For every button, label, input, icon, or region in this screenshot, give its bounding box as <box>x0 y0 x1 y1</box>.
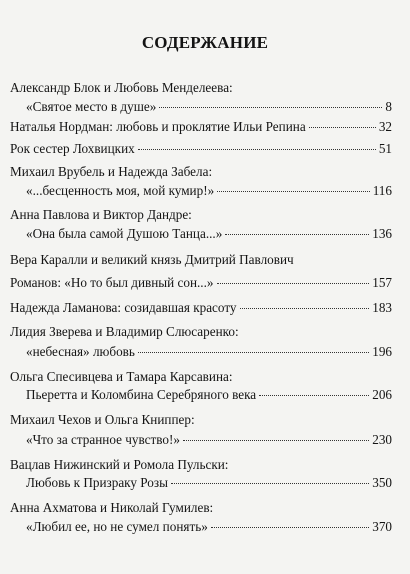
page-number: 136 <box>372 226 392 241</box>
page-number: 8 <box>385 99 392 114</box>
toc-entry-text: «Святое место в душе» <box>26 99 157 114</box>
leader-dots <box>138 149 376 150</box>
toc-entry-text: Вера Каралли и великий князь Дмитрий Павлович <box>10 252 294 267</box>
page-number: 183 <box>372 300 392 315</box>
toc-entry-line <box>10 207 392 223</box>
toc-entry-text: Романов: «Но то был дивный сон...» <box>10 275 214 290</box>
leader-dots <box>217 283 370 284</box>
toc-entry-text: «небесная» любовь <box>26 344 135 359</box>
page-number: 206 <box>372 387 392 402</box>
toc-entry-line <box>10 412 392 428</box>
leader-dots <box>240 308 370 309</box>
toc-entry-text: Анна Павлова и Виктор Дандре: <box>10 207 192 222</box>
page-number: 32 <box>378 119 392 134</box>
toc-entry-text: Рок сестер Лохвицких <box>10 141 135 156</box>
leader-dots <box>217 191 370 192</box>
page-number: 116 <box>372 183 392 198</box>
toc-entry-line <box>10 80 392 96</box>
page-number: 196 <box>372 344 392 359</box>
page-title: СОДЕРЖАНИЕ <box>141 33 269 52</box>
toc-entry-text: Лидия Зверева и Владимир Слюсаренко: <box>10 324 239 339</box>
toc-entry-line <box>10 141 392 157</box>
toc-entry-line <box>10 252 392 268</box>
toc-entry-text: Наталья Нордман: любовь и проклятие Ильи Репина <box>10 119 306 134</box>
toc-entry-line <box>26 99 392 115</box>
toc-entry-text: «Она была самой Душою Танца...» <box>26 226 223 241</box>
toc-entry-line <box>10 164 392 180</box>
leader-dots <box>211 527 369 528</box>
toc-entry-line <box>26 183 392 199</box>
toc-entry-text: Михаил Врубель и Надежда Забела: <box>10 164 213 179</box>
page-number: 350 <box>372 475 392 490</box>
toc-entry-line <box>26 519 392 535</box>
toc-entry-text: «...бесценность моя, мой кумир!» <box>26 183 215 198</box>
leader-dots <box>259 395 369 396</box>
toc-entry-line <box>10 500 392 516</box>
toc-entry-text: Вацлав Нижинский и Ромола Пульски: <box>10 457 229 472</box>
toc-entry-line <box>10 369 392 385</box>
toc-entry-line <box>26 344 392 360</box>
leader-dots <box>159 107 382 108</box>
toc-entry-line <box>10 324 392 340</box>
toc-entry-text: «Любил ее, но не сумел понять» <box>26 519 208 534</box>
toc-entry-text: Надежда Ламанова: созидавшая красоту <box>10 300 237 315</box>
toc-entry-text: Любовь к Призраку Розы <box>26 475 168 490</box>
leader-dots <box>171 483 369 484</box>
toc-entry-line <box>26 432 392 448</box>
page-number: 51 <box>378 141 392 156</box>
leader-dots <box>309 127 376 128</box>
toc-entry-line <box>10 119 392 135</box>
toc-entry-line <box>10 275 392 291</box>
toc-entry-text: Пьеретта и Коломбина Серебряного века <box>26 387 257 402</box>
toc-entry-text: Михаил Чехов и Ольга Книппер: <box>10 412 195 427</box>
toc-entry-line <box>26 475 392 491</box>
toc-entry-line <box>26 387 392 403</box>
toc-entry-line <box>10 300 392 316</box>
page-number: 230 <box>372 432 392 447</box>
toc-entry-line <box>10 457 392 473</box>
toc-entry-text: Александр Блок и Любовь Менделеева: <box>10 80 233 95</box>
toc-entry-text: «Что за странное чувство!» <box>26 432 180 447</box>
leader-dots <box>225 234 369 235</box>
toc-entry-text: Анна Ахматова и Николай Гумилев: <box>10 500 214 515</box>
toc-entry-text: Ольга Спесивцева и Тамара Карсавина: <box>10 369 233 384</box>
toc-entry-line <box>26 226 392 242</box>
page-number: 157 <box>372 275 392 290</box>
leader-dots <box>138 352 369 353</box>
leader-dots <box>183 440 369 441</box>
page-number: 370 <box>372 519 392 534</box>
